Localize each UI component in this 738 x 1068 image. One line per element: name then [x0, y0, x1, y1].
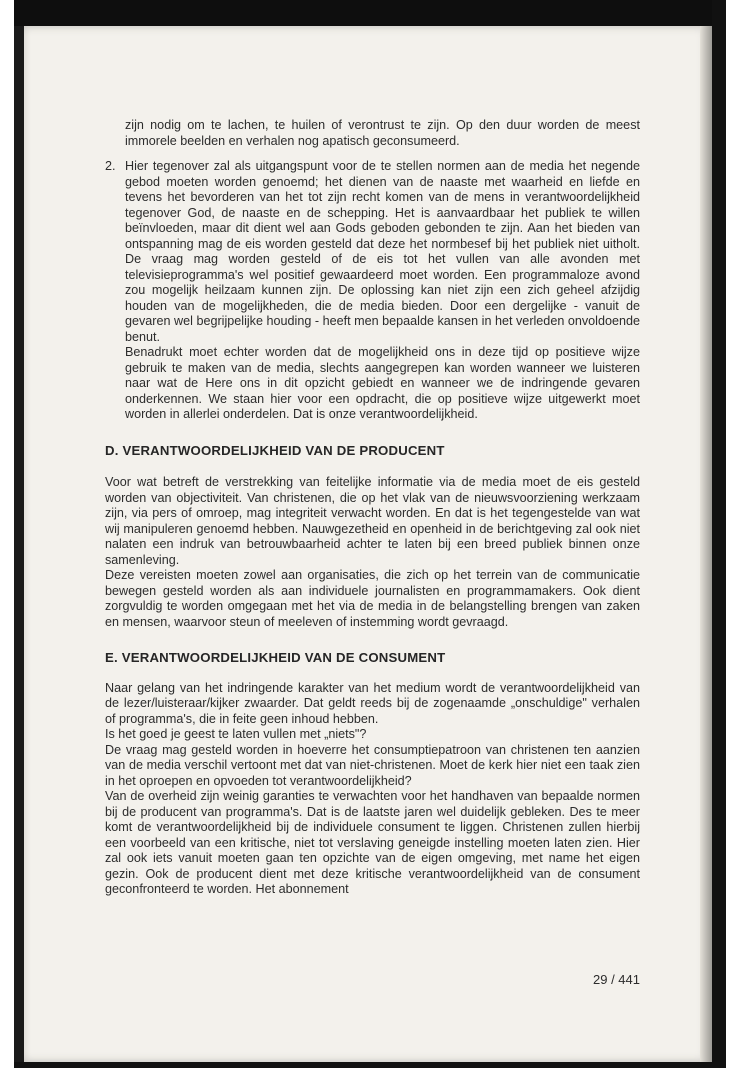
paragraph: Van de overheid zijn weinig garanties te verwachten voor het handhaven van bepaalde normen bij de producent van programma's. Dat is de laatste jaren wel duidelijk gebleken. Des te meer komt de verantwoordelijkheid bij de individuele consument te liggen. Christenen zullen hierbij een voorbeeld van een kritische, niet tot verslaving geneigde instelling moeten laten zien. Hier zal ook iets vanuit moeten gaan ten opzichte van de eigen omgeving, met name het eigen gezin. Ook de producent dient met deze kritische verantwoordelijkheid van de consument geconfronteerd te worden. Het abonnement — [105, 789, 640, 896]
paragraph: Hier tegenover zal als uitgangspunt voor de te stellen normen aan de media het negende gebod moeten worden genoemd; het dienen van de naaste met waarheid en liefde en tevens het bevorderen van het tot zijn recht komen van de mens in verantwoordelijkheid tegenover God, de naaste en de schepping. Het is aanvaardbaar het publiek te willen beïnvloeden, maar dit dient wel aan Gods geboden gebonden te zijn. Aan het bieden van ontspanning mag de eis worden gesteld dat deze het normbesef bij het publiek niet uitholt. De vraag mag worden gesteld of de eis tot het vullen van alle avonden met televisieprogramma's wel positief gewaardeerd moet worden. Een programmaloze avond zou mogelijk heilzaam kunnen zijn. De oplossing kan niet zijn een zich geheel afzijdig houden van de mogelijkheden, die de media bieden. Door een dergelijke - vanuit de gevaren wel begrijpelijke houding - heeft men bepaalde kansen in het verleden onvoldoende benut. — [125, 159, 640, 344]
scan-border-top — [14, 0, 726, 26]
paragraph: De vraag mag gesteld worden in hoeverre het consumptiepatroon van christenen ten aanzien van de media verschil vertoont met dat van niet-christenen. Moet de kerk hier niet een taak zien in het oproepen en opvoeden tot verantwoordelijkheid? — [105, 742, 640, 788]
list-number: 2. — [105, 159, 116, 173]
page-content — [105, 118, 640, 898]
paragraph: Benadrukt moet echter worden dat de mogelijkheid ons in deze tijd op positieve wijze gebruik te maken van de media, slechts aangegrepen kan worden wanneer we luisteren naar wat de Here ons in dit opzicht gebiedt en wanneer we de indringende gevaren onderkennen. We staan hier voor een opdracht, die op positieve wijze uitgewerkt moet worden in allerlei onderdelen. Dat is onze verantwoordelijkheid. — [125, 345, 640, 421]
paragraph: Deze vereisten moeten zowel aan organisaties, die zich op het terrein van de communicatie bewegen gesteld worden als aan individuele journalisten en programmamakers. Ook dient zorgvuldig te worden omgegaan met het via de media in de belangstelling brengen van zaken en mensen, waarvoor steun of meeleven of instemming wordt gevraagd. — [105, 568, 640, 629]
paragraph: Voor wat betreft de verstrekking van feitelijke informatie via de media moet de eis gesteld worden van objectiviteit. Van christenen, die op het vlak van de nieuwsvoorziening werkzaam zijn, via pers of omroep, mag integriteit verwacht worden. En dat is het tegengestelde van wat wij manipuleren genoemd hebben. Nauwgezetheid en openheid in de berichtgeving zal ook niet nalaten een indruk van betrouwbaarheid achter te laten bij een breed publiek binnen onze samenleving. — [105, 475, 640, 567]
intro-paragraph: zijn nodig om te lachen, te huilen of verontrust te zijn. Op den duur worden de meest immorele beelden en verhalen nog apatisch geconsumeerd. — [125, 118, 640, 148]
paragraph: Naar gelang van het indringende karakter van het medium wordt de verantwoordelijkheid van de lezer/luisteraar/kijker zwaarder. Dat geldt reeds bij de zogenaamde „onschuldige" verhalen of programma's, die in feite geen inhoud hebben. — [105, 680, 640, 726]
list-item-2 — [105, 159, 640, 423]
scan-border-bottom — [14, 1062, 726, 1068]
paragraph: Is het goed je geest te laten vullen met „niets"? — [105, 727, 367, 741]
scan-border-right — [712, 0, 726, 1068]
scan-border-left — [14, 0, 24, 1068]
section-heading-producent: D. VERANTWOORDELIJKHEID VAN DE PRODUCENT — [105, 442, 445, 458]
section-heading-consument: E. VERANTWOORDELIJKHEID VAN DE CONSUMENT — [105, 650, 446, 665]
page-number: 29 / 441 — [593, 972, 640, 987]
page-edge-shadow — [700, 26, 712, 1062]
